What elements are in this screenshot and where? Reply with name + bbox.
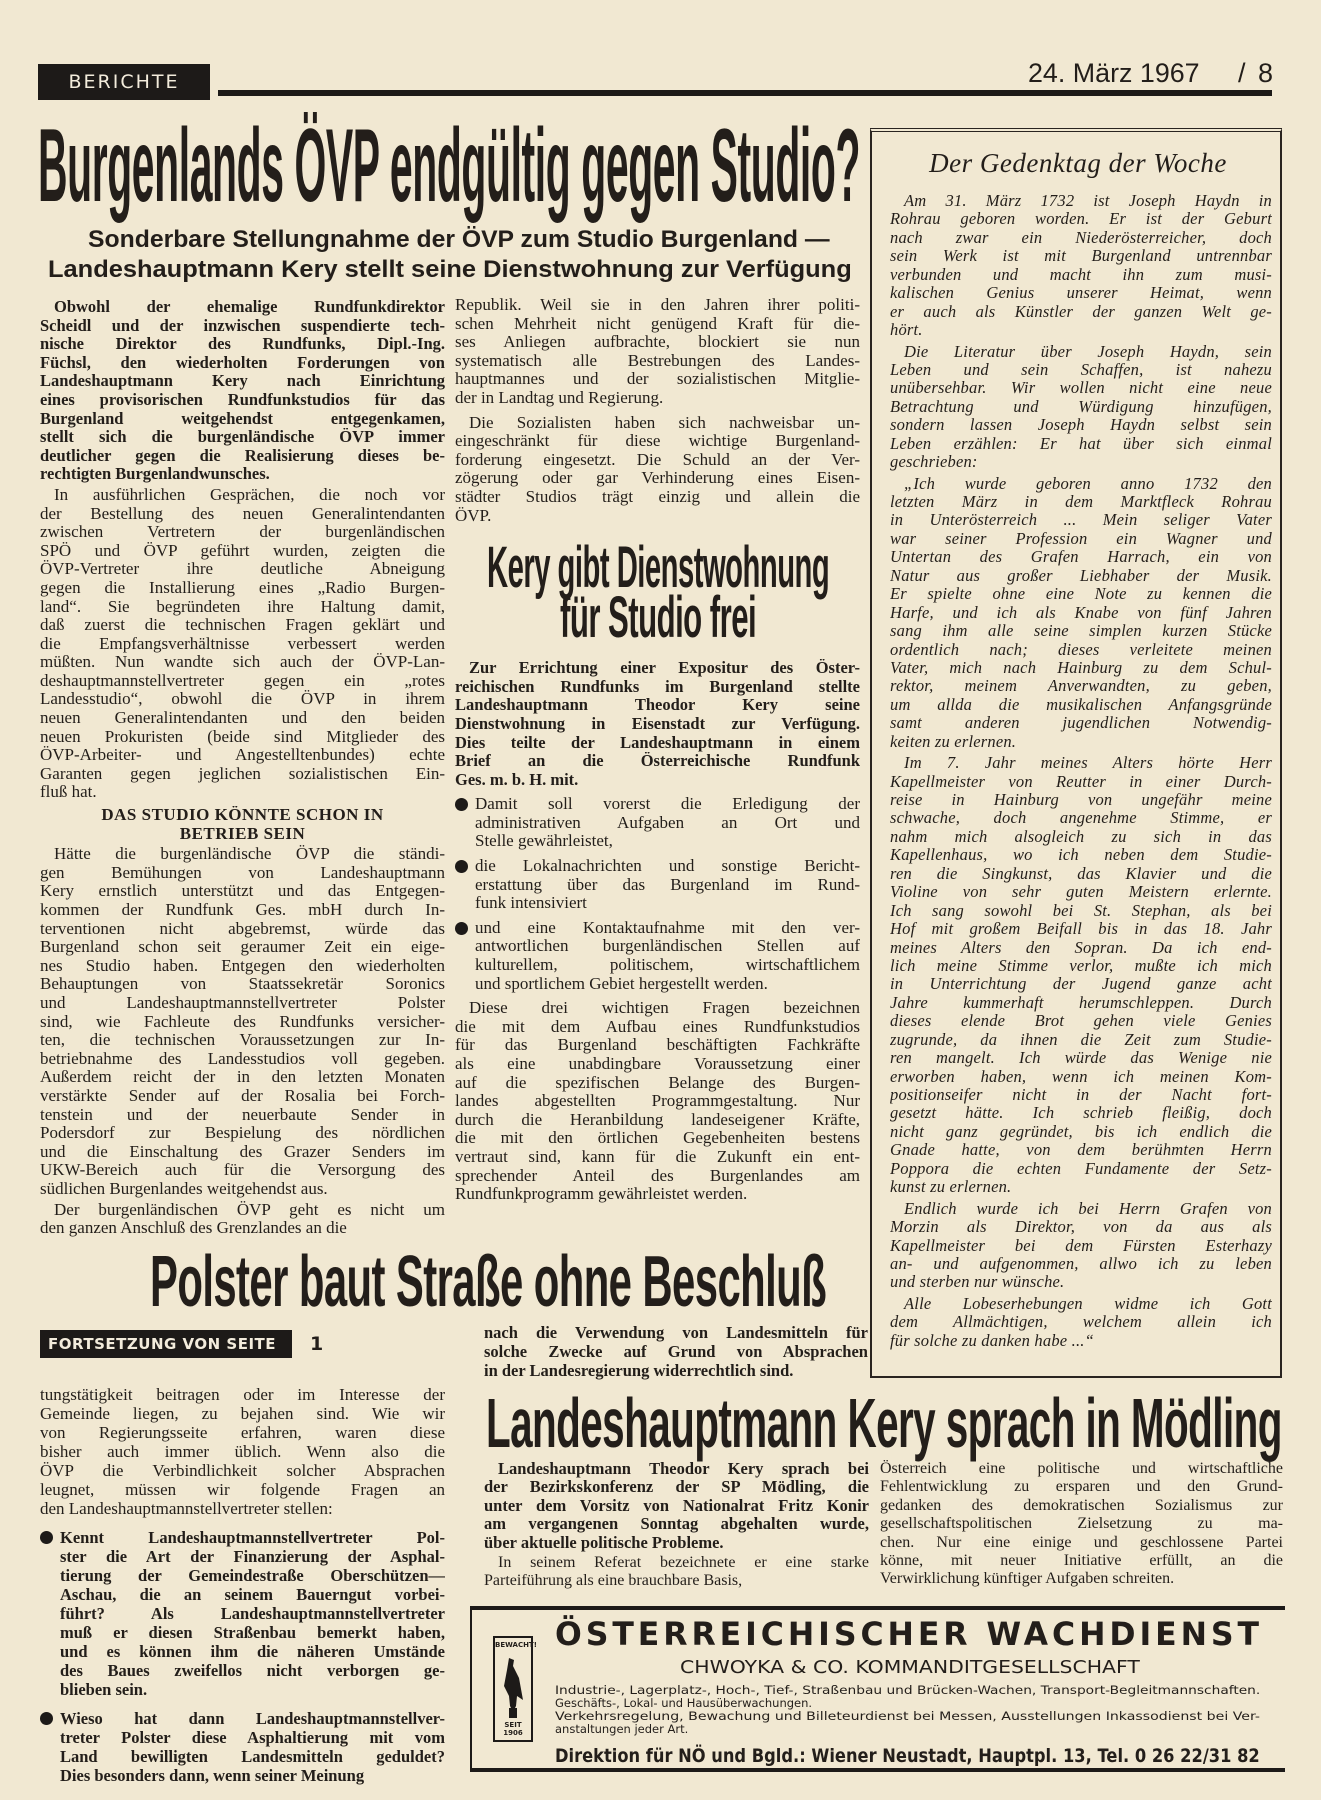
text-line: die Empfangsverhältnisse verbessert werden [40,634,445,653]
text-line: forderung eingesetzt. Die Schuld an der Ver- [455,450,860,469]
paragraph [40,1385,445,1518]
paragraph [40,298,445,484]
text-line: auf die spezifischen Belange des Burgen- [455,1073,860,1092]
section-label: BERICHTE [38,64,210,100]
text-line: in der Landesregierung widerrechtlich sind. [484,1361,794,1380]
text-line: eines provisorischen Rundfunkstudios für das [40,390,445,409]
text-line: SPÖ und ÖVP geführt wurden, zeigten die [40,541,445,560]
polster-headline-text: Polster baut Straße ohne Beschluß [150,1242,827,1322]
text-line: Verwirklichung künftiger Aufgaben schreiten. [880,1570,1175,1588]
text-line: für solche zu danken habe ...“ [890,1331,1094,1350]
text-line: tungstätigkeit beitragen oder im Interesse der [40,1385,445,1404]
text-line: bisher auch immer üblich. Wenn also die [40,1442,445,1461]
text-line: Poppora die echten Fundamente der Setz- [890,1159,1272,1178]
text-line: Rundfunkprogramm gewährleistet werden. [455,1185,748,1204]
text-line: rektor, meinem Anverwandten, zu geben, [890,677,1272,696]
text-line: schen Mehrheit nicht genügend Kraft für die- [455,314,860,333]
wachdienst-logo [493,1636,537,1742]
lead-subhead-2 [48,256,852,284]
text-line: sondern lassen Joseph Haydn selbst sein [890,416,1272,435]
text-line: in Unterösterreich ... Mein seliger Vater [890,511,1272,530]
text-line: um allda die musikalischen Anfangsgründe [890,695,1272,714]
moedling-headline-text: Landeshauptmann Kery sprach in Mödling [486,1384,1282,1462]
text-line: als eine unabdingbare Voraussetzung einer [455,1055,860,1073]
text-line: und es können ihm die näheren Umstände [60,1642,445,1661]
gedenktag-title: Der Gedenktag der Woche [929,148,1227,178]
paragraph [890,343,1272,472]
text-line: „Ich wurde geboren anno 1732 den [904,474,1272,493]
text-line: und eine Kontaktaufnahme mit den ver- [475,918,860,937]
text-line: Der burgenländischen ÖVP geht es nicht um [54,1200,445,1219]
text-line: in Unterrichtung der Jugend ganze acht [890,975,1272,994]
bullet-item [40,1709,445,1785]
text-line: nicht ganz gegründet, bis ich endlich die [890,1122,1272,1141]
text-line: er auch als Künstler der ganzen Welt ge- [890,302,1272,321]
text-line: verstärkte Sender auf der Rosalia bei Forch- [40,1086,445,1105]
text-line: Alle Lobeserhebungen widme ich Gott [904,1294,1272,1313]
text-line: ÖVP-Vertreter ihre deutliche Abneigung [40,560,445,579]
bullet-item [455,795,860,851]
text-line: erworben haben, wenn ich meinen Kom- [890,1067,1272,1086]
text-line: schwache, doch angenehme Stimme, er [890,809,1272,828]
text-line: reise in Hainburg von ungefähr meine [890,791,1272,809]
paragraph [40,1201,445,1238]
text-line: der in Landtag und Regierung. [455,388,664,407]
issue-date-text: 24. März 1967 [1028,58,1200,88]
text-line: deutlicher gegen die Realisierung dieses be- [40,446,445,465]
text-line: nach die Verwendung von Landesmitteln für [484,1323,868,1342]
text-line: Er spielte ohne eine Note zu kennen die [890,585,1272,604]
text-line: daß zuerst die technischen Fragen geklärt und [40,616,445,635]
text-line: Podersdorf zur Bespielung des nördlichen [40,1124,445,1143]
text-line: Natur aus großer Liebhaber der Musik. [890,566,1272,585]
text-line: sang ihm alle seine simplen kurzen Stücke [890,622,1272,641]
text-line: ren die Singkunst, das Klavier und die [890,864,1272,883]
text-line: über aktuelle politische Probleme. [484,1533,724,1552]
paragraph [455,659,860,789]
sub-headline-text: für Studio frei [559,585,756,651]
text-line: Damit soll vorerst die Erledigung der [475,795,860,814]
text-line: nahm mich alsogleich zu sich in das [890,827,1272,846]
ad-subtitle-text: CHWOYKA & CO. KOMMANDITGESELLSCHAFT [680,1657,1140,1678]
text-line: gedanken des demokratischen Sozialismus zur [880,1496,1283,1514]
text-line: von Regierungsseite erfahren, waren diese [40,1423,445,1442]
text-line: Fehlentwicklung zu ersparen und den Grund- [880,1478,1283,1496]
paragraph [484,1460,869,1552]
ad-direction [555,1744,1260,1768]
text-line: nes Studio haben. Entgegen den wiederholten [40,956,445,975]
ad-service-line [555,1723,1260,1736]
text-line: der Bestellung des neuen Generalintendanten [40,504,445,523]
polster-headline [150,1242,827,1322]
text-line: dieses elende Brot gehen viele Genies [890,1012,1272,1031]
text-line: Betrachtung und Würdigung hinzufügen, [890,397,1272,416]
ad-subtitle [680,1656,1140,1680]
text-line: neuen Prokuristen (beide sind Mitglieder des [40,727,445,746]
bullet-icon [455,798,468,811]
text-line: Scheidl und der inzwischen suspendierte tech- [40,316,445,335]
paragraph [455,414,860,526]
sub-headline-text: Kery gibt Dienstwohnung [486,535,829,601]
text-line: reichischen Rundfunks im Burgenland stellte [455,677,860,696]
paragraph [455,296,860,408]
text-line: dem Allmächtigen, welchem allein ich [890,1313,1272,1332]
text-line: hört. [890,321,923,340]
text-line: ÖVP. [455,506,492,525]
text-line: In seinem Referat bezeichnete er eine starke [498,1553,869,1571]
text-line: Hof mit großem Beifall bis in das 18. Jahr [890,920,1272,939]
text-line [559,585,756,651]
text-line: Kery ernstlich unterstützt und das Entgegen- [40,882,445,901]
text-line: landes abgestellten Programmgestaltung. Nur [455,1092,860,1111]
text-line: Dies teilte der Landeshauptmann in einem [455,733,860,752]
text-line: Obwohl der ehemalige Rundfunkdirektor [54,298,445,316]
lead-subhead-text: Landeshauptmann Kery stellt seine Dienstwohnung zur Verfügung [48,256,852,283]
text-line: könne, mit neuer Initiative erfüllt, an die [880,1551,1283,1569]
lead-subhead-text: Sonderbare Stellungnahme der ÖVP zum Studio Burgenland — [88,226,830,253]
text-line: unübersehbar. Wir wollen nicht eine neue [890,379,1272,398]
text-line: am vergangenen Sonntag abgehalten wurde, [484,1515,869,1534]
text-line: terventionen nicht abgebremst, würde das [40,919,445,938]
text-line: zugrunde, da ihnen die Zeit zum Studie- [890,1030,1272,1049]
paragraph [890,1295,1272,1350]
text-line: Dienstwohnung in Eisenstadt zur Verfügung. [455,714,860,733]
text-line: Behauptungen von Staatssekretär Soronics [40,975,445,994]
ad-service-text: Industrie-, Lagerplatz-, Hoch-, Tief-, Straßenbau und Brücken-Wachen, Transport-Begleitmannschaften. [555,1683,1261,1697]
text-line: Harfe, und ich als Knabe von fünf Jahren [890,603,1272,622]
text-line: blieben sein. [60,1680,148,1699]
text-line: systematisch alle Bestrebungen des Landes- [455,351,860,370]
text-line: zwischen Vertretern der burgenländischen [40,523,445,542]
text-line: Am 31. März 1732 ist Joseph Haydn in [904,192,1272,210]
paragraph [484,1554,869,1591]
text-line: gesellschaftspolitischen Zielsetzung zu ma- [880,1515,1283,1533]
paragraph [484,1323,868,1380]
text-line: Leben und sein Schaffen, ist nahezu [890,360,1272,379]
text-line: Wieso hat dann Landeshauptmannstellver- [60,1709,445,1728]
bullet-icon [40,1712,53,1725]
bullet-icon [40,1531,53,1544]
text-line: treter Polster diese Asphaltierung mit vom [60,1728,445,1747]
text-line: betriebnahme des Landesstudios voll gegeben. [40,1049,445,1068]
bullet-item [40,1528,445,1699]
moedling-column-1 [484,1460,869,1591]
text-line: Leben erzählen: Er hat über sich einmal [890,434,1272,453]
lead-subhead-1 [88,226,830,254]
text-line: Burgenland schon seit geraumer Zeit ein eige- [40,938,445,957]
text-line: funk intensiviert [475,894,587,913]
text-line: Jahre kummerhaft herumschleppen. Durch [890,993,1272,1012]
text-line: administrativen Aufgaben an Ort und [475,813,860,832]
text-line: und Landeshauptmannstellvertreter Polster [40,993,445,1012]
lead-column-2 [455,296,860,1204]
text-line: solche Zwecke auf Grund von Absprachen [484,1342,868,1361]
text-line: die Lokalnachrichten und sonstige Bericht- [475,857,860,876]
header-rule [218,90,1272,96]
text-line: müßten. Nun wandte sich auch der ÖVP-Lan- [40,653,445,672]
text-line: ÖVP die Verbindlichkeit solcher Absprachen [40,1461,445,1480]
continuation-label: FORTSETZUNG VON SEITE [40,1330,292,1358]
text-line: Burgenland weitgehendst entgegenkamen, [40,409,445,428]
text-line: städter Studios trägt einzig und allein die [455,487,860,506]
text-line: Vater, mich nach Hainburg zu dem Schul- [890,658,1272,677]
text-line: des Baues zweifellos nicht verborgen ge- [60,1661,445,1680]
lead-column-1 [40,298,445,1238]
text-line: Stelle gewährleistet, [475,832,613,851]
text-line: Die Literatur über Joseph Haydn, sein [904,342,1272,361]
ad-service-text: Verkehrsregelung, Bewachung und Billeteurdienst bei Messen, Ausstellungen Inkassodienst bei Ver- [555,1709,1261,1723]
text-line: den ganzen Anschluß des Grenzlandes an die [40,1219,347,1238]
text-line: vertraut sind, kann für die Zukunft ein ent- [455,1147,860,1166]
text-line: Violine von sehr guten Meistern erlernte. [890,883,1272,902]
text-line: hauptmannes und der sozialistischen Mitglie- [455,370,860,389]
text-line: leugnet, müssen wir folgende Fragen an [40,1480,445,1499]
text-line: positionseifer nicht in der Nacht fort- [890,1086,1272,1104]
text-line: Dies besonders dann, wenn seiner Meinung [60,1766,365,1785]
paragraph [880,1460,1283,1589]
text-line: sein Werk ist mit Burgenland untrennbar [890,247,1272,266]
paragraph [455,999,860,1204]
text-line: Brief an die Österreichische Rundfunk [455,752,860,771]
text-line: sprechender Anteil des Burgenlandes am [455,1166,860,1185]
text-line: chen. Nur eine einige und geschlossene Partei [880,1533,1283,1551]
gedenktag-body [890,192,1272,1350]
text-line: kunst zu erlernen. [890,1178,1012,1197]
polster-column-1 [40,1385,445,1785]
text-line: Landeshauptmann Theodor Kery sprach bei [498,1460,869,1478]
text-line: geschrieben: [890,453,978,472]
text-line: der Bezirkskonferenz der SP Mödling, die [484,1478,869,1497]
moedling-headline [486,1384,1282,1462]
text-line: BETRIEB SEIN [179,824,306,843]
text-line: Im 7. Jahr meines Alters hörte Herr [904,754,1272,773]
text-line: südlichen Burgenlandes weitgehendst aus. [40,1179,328,1198]
text-line: nach zwar ein Niederösterreicher, doch [890,228,1272,247]
text-line: gen Bemühungen von Landeshauptmann [40,863,445,882]
text-line: Landeshauptmann Theodor Kery seine [455,696,860,715]
paragraph [40,486,445,802]
text-line: Diese drei wichtigen Fragen bezeichnen [469,999,860,1018]
paragraph [890,1200,1272,1292]
text-line: die mit dem Aufbau eines Rundfunkstudios [455,1017,860,1036]
text-line: Hätte die burgenländische ÖVP die ständi- [54,845,445,864]
text-line: verbunden und macht ihn zum musi- [890,265,1272,284]
text-line: UKW-Bereich auch für die Versorgung des [40,1161,445,1180]
text-line: Füchsl, den wiederholten Forderungen von [40,353,445,372]
text-line: und die Einschaltung des Grazer Senders im [40,1142,445,1161]
text-line: an- und aufgenommen, allwo ich zu leben [890,1254,1272,1273]
text-line: durch die Heranbildung landeseigener Kräfte, [455,1110,860,1129]
eagle-icon [501,1656,525,1720]
ad-title [555,1616,1263,1652]
text-line: Die Sozialisten haben sich nachweisbar un- [469,413,860,432]
text-line: kommen der Rundfunk Ges. mbH durch In- [40,901,445,919]
ad-service-text: Geschäfts-, Lokal- und Hausüberwachungen. [555,1696,813,1710]
text-line: Untertan des Grafen Harrach, ein von [890,548,1272,567]
text-line: tierung der Gemeindestraße Oberschützen— [60,1566,445,1585]
page-separator: / [1238,58,1246,88]
text-line: Kapellmeister bei dem Fürsten Esterhazy [890,1236,1272,1255]
text-line: führt? Als Landeshauptmannstellvertreter [60,1604,445,1623]
text-line: Gemeinde liegen, zu bejahen sind. Wie wir [40,1404,445,1423]
bullet-item [455,919,860,993]
ad-service-text: anstaltungen jeder Art. [555,1722,689,1736]
issue-date [1028,58,1200,88]
text-line: Land bewilligten Landesmitteln geduldet? [60,1747,445,1766]
logo-top-text: BEWACHT! [495,1641,537,1649]
text-line: Endlich wurde ich bei Herrn Grafen von [904,1199,1272,1218]
paragraph [890,192,1272,340]
text-line: Morzin als Direktor, von da aus als [890,1218,1272,1237]
continuation-page: 1 [310,1333,324,1355]
text-line: nische Direktor des Rundfunks, Dipl.-Ing. [40,335,445,354]
text-line: rechtigten Burgenlandwunsches. [40,465,270,484]
text-line: Gnade hatte, von dem berühmten Herrn [890,1141,1272,1160]
text-line: ses Anliegen aufbrachte, blockiert sie nun [455,333,860,352]
text-line: kalischen Genius unserer Heimat, wenn [890,284,1272,303]
text-line: lich meine Stimme verlor, mußte ich mich [890,956,1272,975]
text-line: ÖVP-Arbeiter- und Angestelltenbundes) echte [40,746,445,765]
text-line: In ausführlichen Gesprächen, die noch vor [54,485,445,504]
text-line: Kennt Landeshauptmannstellvertreter Pol- [60,1528,445,1547]
text-line: war seiner Profession ein Wagner und [890,529,1272,548]
text-line: gesetzt hätte. Ich schrieb fleißig, doch [890,1104,1272,1123]
text-line: Kapellmeister von Reutter in einer Durch- [890,772,1272,791]
paragraph [890,754,1272,1197]
bullet-icon [455,922,468,935]
text-line: land“. Sie begründeten ihre Haltung damit, [40,597,445,616]
text-line: für das Burgenland beschäftigten Fachkräfte [455,1036,860,1055]
text-line: ordentlich nach; dieses verleitete meinen [890,640,1272,659]
text-line: zögerung oder gar Verhinderung eines Eisen- [455,469,860,488]
text-line: unter dem Vorsitz von Nationalrat Fritz Konir [484,1496,869,1515]
text-line: Rohrau geboren worden. Er ist der Geburt [890,210,1272,229]
text-line: die mit den örtlichen Gegebenheiten bestens [455,1129,860,1148]
text-line: meines Alters den Sopran. Da ich end- [890,938,1272,957]
text-line: Kapellenhaus, wo ich neben dem Studie- [890,846,1272,865]
text-line: Ges. m. b. H. mit. [455,770,579,789]
lead-headline-text: Burgenlands ÖVP endgültig gegen Studio? [38,108,861,224]
text-line: DAS STUDIO KÖNNTE SCHON IN [101,806,384,825]
text-line: Aschau, die an seinem Bauerngut vorbei- [60,1585,445,1604]
ad-direction-text: Direktion für NÖ und Bgld.: Wiener Neustadt, Hauptpl. 13, Tel. 0 26 22/31 82 [555,1745,1260,1767]
text-line: Parteiführung als eine brauchbare Basis, [484,1572,743,1590]
page-number: 8 [1258,58,1274,88]
text-line: Außerdem reicht der in den letzten Monaten [40,1068,445,1087]
text-line: keiten zu erlernen. [890,732,1017,751]
text-line: tenstein und der neuerbaute Sender in [40,1105,445,1124]
text-line: und sterben nur wünsche. [890,1273,1065,1292]
lead-headline [38,108,861,224]
text-line: samt anderen jugendlichen Notwendig- [890,714,1272,733]
text-line: ten, die technischen Voraussetzungen zur In- [40,1031,445,1050]
section-heading [40,806,445,843]
sub-headline [455,535,860,651]
moedling-column-2 [880,1460,1283,1589]
text-line: Republik. Weil sie in den Jahren ihrer politi- [455,296,860,314]
ad-title-text: ÖSTERREICHISCHER WACHDIENST [555,1615,1263,1653]
paragraph [890,475,1272,752]
text-line: fluß hat. [40,783,97,802]
text-line: stellt sich die burgenländische ÖVP immer [40,428,445,447]
paragraph [40,845,445,1198]
text-line: gegen die Installierung eines „Radio Burgen- [40,578,445,597]
text-line: antwortlichen burgenländischen Stellen auf [475,937,860,956]
text-line: Landesstudio“, obwohl die ÖVP in ihrem [40,690,445,709]
polster-column-2 [484,1323,868,1380]
text-line: Landeshauptmann Kery nach Einrichtung [40,372,445,391]
logo-bottom-text: SEIT 1906 [503,1721,523,1737]
text-line: Zur Errichtung einer Expositur des Öster- [469,659,860,678]
text-line: ster die Art der Finanzierung der Asphal- [60,1547,445,1566]
text-line: Ich sang sowohl bei St. Stephan, als bei [890,901,1272,920]
text-line: muß er diesen Straßenbau bemerkt haben, [60,1623,445,1642]
text-line: kulturellem, politischem, wirtschaftlichem [475,956,860,975]
text-line: neuen Generalintendanten und den beiden [40,709,445,728]
text-line: ren mangelt. Ich würde das Wenige nie [890,1049,1272,1068]
text-line: Österreich eine politische und wirtschaftliche [880,1460,1283,1477]
text-line: letzten März in dem Marktfleck Rohrau [890,493,1272,511]
text-line: den Landeshauptmannstellvertreter stellen: [40,1499,333,1518]
bullet-icon [455,860,468,873]
text-line: erstattung über das Burgenland im Rund- [475,875,860,894]
text-line: deshauptmannstellvertreter gegen ein „rotes [40,671,445,690]
text-line: sind, wie Fachleute des Rundfunks versicher- [40,1012,445,1031]
text-line: und sportlichem Gebiet hergestellt werden. [475,974,768,993]
text-line: eingeschränkt für diese wichtige Burgenland- [455,432,860,451]
bullet-item [455,857,860,913]
text-line: Garanten gegen jeglichen sozialistischen Ein- [40,764,445,783]
